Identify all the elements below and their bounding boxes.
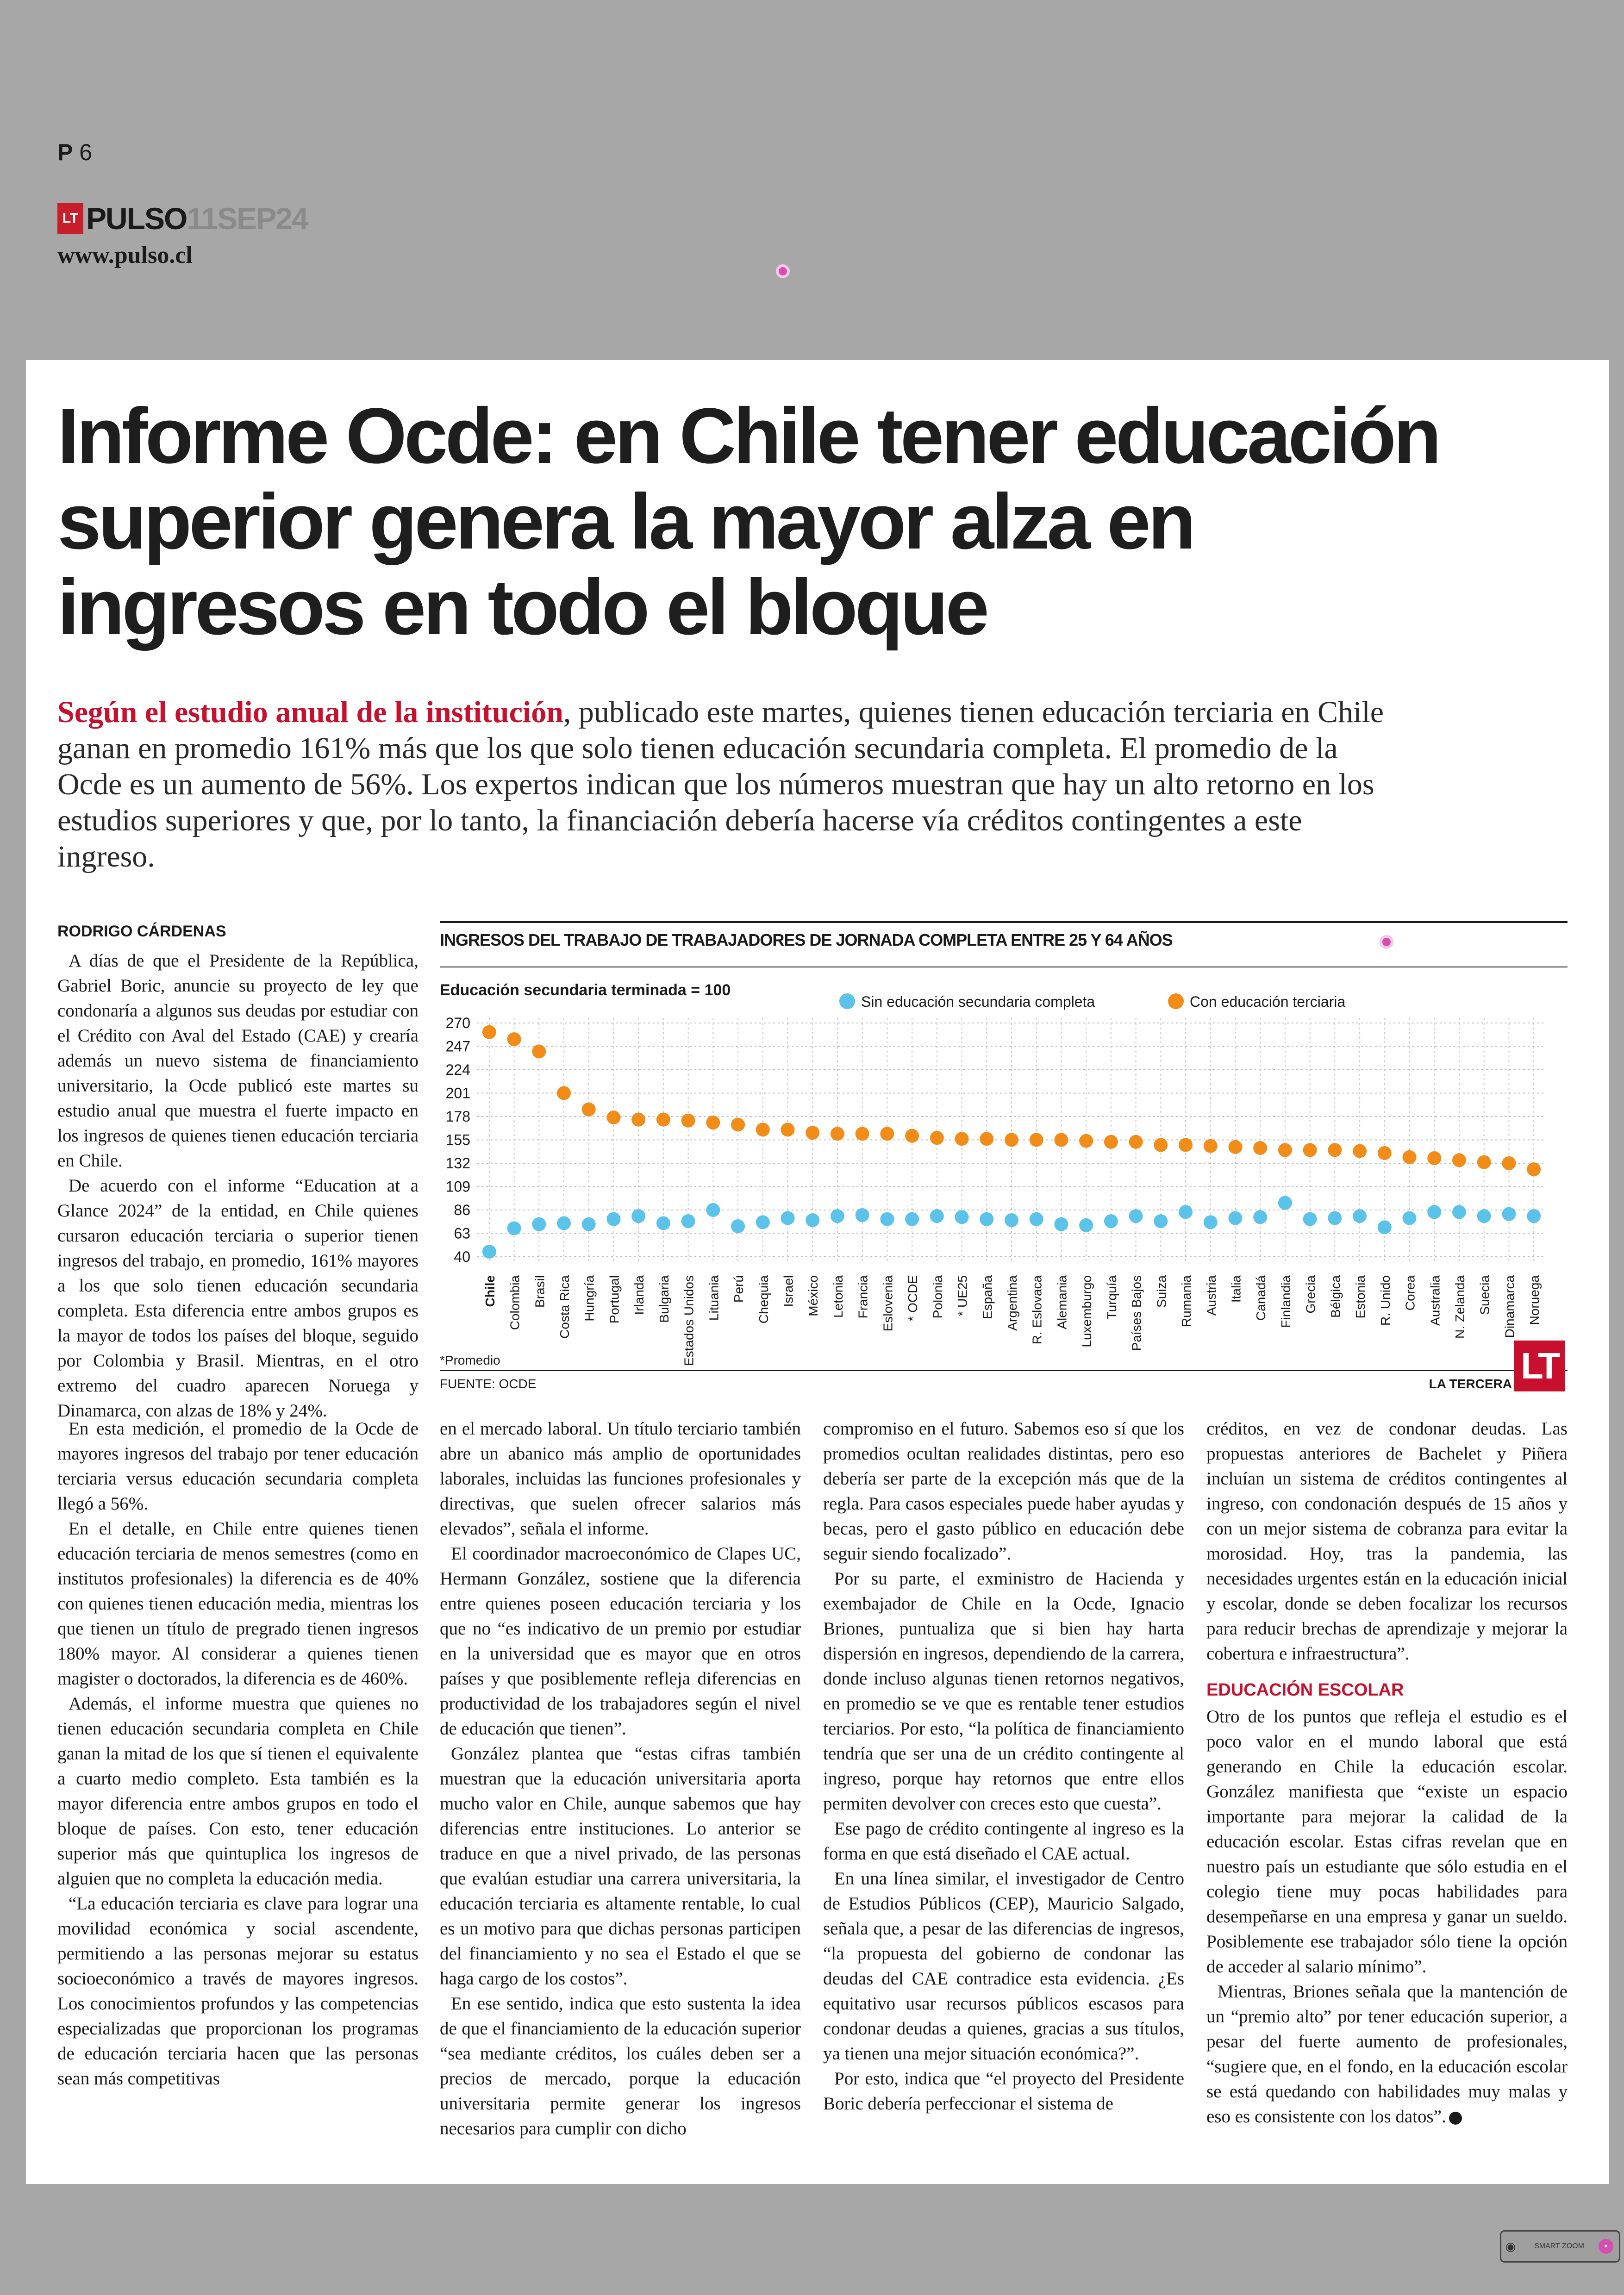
paragraph: compromiso en el futuro. Sabemos eso sí que los promedios ocultan realidades distintas, pero eso debería ser parte de la excepción más que de la regla. Para casos especiales puede haber ayudas y becas, pero el gasto público en educación debe seguir siendo focalizado”. [823, 1419, 1184, 1564]
data-point [781, 1211, 795, 1225]
data-point [606, 1212, 620, 1226]
data-point [756, 1123, 770, 1137]
data-point [1253, 1141, 1267, 1155]
paragraph: “La educación terciaria es clave para lograr una movilidad económica y social ascendente, permitiendo a las personas mejorar su estatus socioeconómico a través de mayores ingresos. Los conocimientos profundos y las competencias especializadas que proporcionan los programas de educación terciaria hacen que las personas sean más competitivas [57, 1894, 418, 2089]
data-point [1328, 1143, 1342, 1157]
paragraph: González plantea que “estas cifras también muestran que la educación universitaria aporta mucho valor en Chile, aunque sabemos que hay diferencias entre instituciones. Lo anterior se traduce en que a nivel privado, de las personas que evalúan estudiar una carrera universitaria, la educación terciaria es altamente rentable, lo cual es un motivo para que dichas personas participen del financiamiento y no sea el Estado el que se haga cargo de los costos”. [440, 1744, 801, 1989]
zoom-indicator-icon: • [1599, 2239, 1613, 2254]
data-point [706, 1203, 720, 1217]
data-point [1030, 1133, 1043, 1147]
data-point [781, 1123, 795, 1137]
paragraph: De acuerdo con el informe “Education at a Glance 2024” de la entidad, en Chile quienes cursaron educación terciaria o superior tienen ingresos del trabajo, en promedio, 161% mayores a los que solo tienen educación secundaria completa. Esta diferencia entre ambos grupos es la mayor de todos los países del bloque, seguido por Colombia y Brasil. Mientras, en el otro extremo del cuadro aparecen Noruega y Dinamarca, con alzas de 18% y 24%. [57, 1176, 418, 1421]
x-tick-label: Costa Rica [557, 1275, 572, 1339]
x-tick-label: * UE25 [955, 1275, 970, 1316]
data-point [631, 1209, 645, 1223]
headline: Informe Ocde: en Chile tener educación superior genera la mayor alza en ingresos en todo el bloque [57, 392, 1439, 651]
data-point [1403, 1150, 1417, 1164]
x-tick-label: Alemania [1055, 1275, 1069, 1329]
x-tick-label: México [806, 1275, 821, 1316]
x-tick-label: Perú [731, 1275, 746, 1303]
x-tick-label: Brasil [532, 1275, 547, 1308]
paragraph: En el detalle, en Chile entre quienes tienen educación terciaria de menos semestres (como en institutos profesionales) la diferencia es de 40% con quienes tienen educación media, mientras los que tienen un título de pregrado tienen ingresos 180% mayor. Al considerar a quienes tienen magister o doctorados, la diferencia es de 460%. [57, 1519, 418, 1689]
data-point [1129, 1135, 1143, 1149]
paragraph: Ese pago de crédito contingente al ingreso es la forma en que está diseñado el CAE actual. [823, 1819, 1184, 1864]
data-point [1427, 1205, 1441, 1219]
data-point [1527, 1162, 1541, 1176]
data-point [1179, 1205, 1193, 1219]
x-tick-label: Portugal [607, 1275, 622, 1324]
data-point [1228, 1211, 1242, 1225]
data-point [1452, 1205, 1466, 1219]
x-tick-label: Chequia [756, 1275, 771, 1324]
x-tick-label: Francia [856, 1275, 870, 1319]
data-point [1303, 1212, 1317, 1226]
x-tick-label: Bulgaria [656, 1275, 671, 1323]
paragraph: créditos, en vez de condonar deudas. Las propuestas anteriores de Bachelet y Piñera incluían un sistema de créditos contingentes al ingreso, con condonación después de 15 años y con un mejor sistema de cobranza para evitar la morosidad. Hoy, tras la pandemia, las necesidades urgentes están en la educación inicial y escolar, donde se deben focalizar los recursos para reducir brechas de aprendizaje y mejorar la cobertura e infraestructura”. [1206, 1419, 1568, 1664]
article-column-1-top [57, 919, 418, 1423]
paragraph: En una línea similar, el investigador de Centro de Estudios Públicos (CEP), Mauricio Salgado, señala que, a pesar de las diferencias de ingresos, “la propuesta del gobierno de condonar las deudas del CAE contradice esta evidencia. ¿Es equitativo usar recursos públicos escasos para condonar deudas a quienes, gracias a sus títulos, ya tienen una mejor situación económica?”. [823, 1869, 1184, 2064]
data-point [557, 1216, 571, 1230]
data-point [681, 1114, 695, 1128]
x-tick-label: Suiza [1154, 1275, 1169, 1308]
data-point [606, 1110, 620, 1124]
data-point [831, 1127, 844, 1141]
data-point [905, 1129, 919, 1143]
data-point [582, 1217, 596, 1231]
data-point [1079, 1218, 1093, 1232]
x-tick-label: Rumania [1179, 1275, 1194, 1328]
chart [440, 921, 1568, 1403]
y-tick-label: 155 [445, 1131, 470, 1148]
x-tick-label: Bélgica [1328, 1275, 1343, 1318]
data-point [1204, 1215, 1218, 1229]
paragraph: en el mercado laboral. Un título terciario también abre un abanico más amplio de oportunidades laborales, incluidas las funciones profesionales y directivas, que suelen ofrecer salarios más elevados”, señala el informe. [440, 1419, 801, 1539]
x-tick-label: Australia [1428, 1275, 1443, 1326]
lead-highlight: Según el estudio anual de la institución [57, 695, 563, 729]
data-point [980, 1132, 993, 1146]
chart-title: INGRESOS DEL TRABAJO DE TRABAJADORES DE JORNADA COMPLETA ENTRE 25 Y 64 AÑOS [440, 921, 1568, 967]
paragraph: En esta medición, el promedio de la Ocde de mayores ingresos del trabajo por tener educación terciaria versus educación secundaria completa llegó a 56%. [57, 1419, 418, 1514]
data-point [756, 1215, 770, 1229]
x-tick-label: Polonia [930, 1275, 945, 1319]
data-point [1278, 1143, 1292, 1157]
x-tick-label: Estonia [1353, 1275, 1368, 1319]
smart-zoom-button[interactable] [1500, 2230, 1620, 2263]
chart-note: *Promedio [440, 1353, 500, 1367]
x-tick-label: Letonia [831, 1275, 845, 1318]
paragraph: En ese sentido, indica que esto sustenta la idea de que el financiamiento de la educación superior “sea mediante créditos, los cuáles deben ser a precios de mercado, porque la educación universitaria permite generar los ingresos necesarios para cumplir con dicho [440, 1994, 801, 2139]
page-number: P 6 [57, 139, 93, 165]
article-column-3 [823, 1416, 1184, 2116]
x-tick-label: Suecia [1477, 1275, 1492, 1315]
x-tick-label: Dinamarca [1502, 1275, 1517, 1338]
paragraph: Por su parte, el exministro de Hacienda y exembajador de Chile en la Ocde, Ignacio Briones, puntualiza que si bien hay harta dispersión en ingresos, dependiendo de la carrera, donde incluso algunas tienen retornos negativos, en promedio se ve que es rentable tener estudios terciarios. Por esto, “la política de financiamiento tendría que ser una de un crédito contingente al ingreso, porque hay retornos que entre ellos permiten devolver con creces esto que cuesta”. [823, 1569, 1184, 1814]
data-point [880, 1127, 894, 1141]
data-point [1129, 1209, 1143, 1223]
data-point [1477, 1155, 1491, 1169]
data-point [1353, 1144, 1367, 1158]
annotation-pin[interactable] [1380, 935, 1393, 949]
data-point [656, 1216, 670, 1230]
x-tick-label: Países Bajos [1129, 1275, 1144, 1351]
data-point [1104, 1214, 1118, 1228]
x-tick-label: Luxemburgo [1080, 1275, 1094, 1347]
x-tick-label: R. Eslovaca [1030, 1275, 1044, 1345]
data-point [880, 1212, 894, 1226]
data-point [1204, 1139, 1218, 1153]
paragraph: Además, el informe muestra que quienes no tienen educación secundaria completa en Chile ganan la mitad de los que sí tienen el equivalente a cuarto medio completo. Esta también es la mayor diferencia entre ambos grupos en todo el bloque de países. Con esto, tener educación superior más que quintuplica los ingresos de alguien que no completa la educación media. [57, 1694, 418, 1889]
data-point [806, 1126, 819, 1140]
data-point [905, 1212, 919, 1226]
data-point [1179, 1138, 1193, 1152]
data-point [482, 1025, 496, 1039]
data-point [631, 1113, 645, 1127]
y-tick-label: 270 [445, 1015, 470, 1031]
end-of-article-icon [1449, 2112, 1462, 2125]
data-point [1228, 1140, 1242, 1154]
y-tick-label: 109 [445, 1178, 470, 1195]
x-tick-label: España [980, 1275, 995, 1319]
data-point [507, 1032, 521, 1046]
article-column-2 [440, 1416, 801, 2141]
y-tick-label: 201 [445, 1085, 470, 1102]
data-point [1527, 1209, 1541, 1223]
data-point [955, 1210, 969, 1224]
data-point [1328, 1211, 1342, 1225]
data-point [706, 1116, 720, 1129]
x-tick-label: * OCDE [906, 1275, 920, 1322]
paragraph: El coordinador macroeconómico de Clapes UC, Hermann González, sostiene que la diferencia entre quienes poseen educación terciaria y los que no “es indicativo de un premio por estudiar en la universidad que es mayor que en otros países y que posiblemente refleja diferencias en productividad de los trabajadores según el nivel de educación que tienen”. [440, 1544, 801, 1739]
y-tick-label: 132 [445, 1155, 470, 1172]
y-tick-label: 86 [454, 1202, 470, 1218]
paragraph: A días de que el Presidente de la República, Gabriel Boric, anuncie su proyecto de ley que condonaría a algunos sus deudas por estudiar con el Crédito con Aval del Estado (CAE) y crearía además un nuevo sistema de financiamiento universitario, la Ocde publicó este martes su estudio anual que muestra el fuerte impacto en los ingresos de quienes tienen educación terciaria en Chile. [57, 951, 418, 1171]
x-tick-label: Italia [1229, 1275, 1243, 1303]
data-point [856, 1208, 869, 1222]
section-subhead: EDUCACIÓN ESCOLAR [1206, 1680, 1404, 1700]
data-point [532, 1044, 546, 1058]
x-tick-label: Colombia [507, 1275, 522, 1330]
x-tick-label: Hungría [582, 1275, 597, 1322]
y-tick-label: 63 [454, 1225, 470, 1242]
x-tick-label: Corea [1403, 1275, 1418, 1311]
la-tercera-logo: LT [1514, 1341, 1565, 1391]
x-tick-label: Chile [482, 1275, 497, 1307]
brand-name: PULSO [86, 201, 187, 236]
data-point [1079, 1134, 1093, 1148]
legend-swatch [839, 993, 855, 1009]
x-tick-label: Israel [781, 1275, 796, 1307]
data-point [1278, 1196, 1292, 1210]
x-tick-label: Turquía [1104, 1275, 1119, 1320]
lead-text: , publicado este martes, quienes tienen educación terciaria en Chile ganan en promedio 161% más que los que solo tienen educación secundaria completa. El promedio de la Ocde es un aumento de 56%. Los expertos indican que los números muestran que hay un alto retorno en los estudios superiores y que, por lo tanto, la financiación debería hacerse vía créditos contingentes a este ingreso. [57, 695, 1384, 873]
data-point [1452, 1153, 1466, 1167]
data-point [1477, 1209, 1491, 1223]
x-tick-label: R. Unido [1378, 1275, 1393, 1326]
x-tick-label: Eslovenia [881, 1275, 895, 1332]
x-tick-label: Noruega [1527, 1275, 1542, 1325]
data-point [980, 1212, 993, 1226]
y-tick-label: 247 [445, 1038, 470, 1055]
data-point [1353, 1209, 1367, 1223]
article-column-4 [1206, 1416, 1568, 2129]
article-column-1-bottom [57, 1416, 418, 2091]
data-point [532, 1217, 546, 1231]
smart-zoom-label: SMART ZOOM [1534, 2242, 1584, 2250]
x-tick-label: Finlandia [1278, 1275, 1293, 1328]
y-tick-label: 40 [454, 1248, 470, 1265]
byline: RODRIGO CÁRDENAS [57, 923, 226, 940]
x-tick-label: Austria [1204, 1275, 1218, 1316]
data-point [656, 1113, 670, 1127]
annotation-pin[interactable] [776, 264, 790, 278]
data-point [681, 1214, 695, 1228]
chart-subtitle: Educación secundaria terminada = 100 [440, 981, 731, 999]
site-url[interactable]: www.pulso.cl [57, 242, 193, 268]
data-point [1403, 1211, 1417, 1225]
data-point [482, 1245, 496, 1259]
data-point [507, 1222, 521, 1235]
data-point [856, 1127, 869, 1141]
y-tick-label: 224 [445, 1061, 470, 1078]
x-tick-label: Canadá [1254, 1275, 1268, 1321]
data-point [930, 1131, 944, 1145]
chart-source: FUENTE: OCDE [440, 1377, 537, 1391]
data-point [1378, 1146, 1392, 1160]
data-point [1104, 1135, 1118, 1149]
paragraph [1206, 1979, 1568, 2129]
data-point [582, 1103, 596, 1116]
x-tick-label: Estados Unidos [681, 1275, 696, 1366]
masthead [57, 200, 308, 237]
data-point [1427, 1151, 1441, 1165]
legend-label: Sin educación secundaria completa [861, 993, 1095, 1010]
chart-credit: LA TERCERA [1429, 1377, 1512, 1391]
x-tick-label: Irlanda [632, 1275, 647, 1315]
data-point [831, 1209, 844, 1223]
data-point [1303, 1143, 1317, 1157]
issue-date: 11SEP24 [187, 201, 308, 236]
data-point [1502, 1207, 1516, 1221]
x-tick-label: Lituania [706, 1275, 721, 1321]
x-tick-label: Argentina [1005, 1275, 1019, 1331]
x-tick-label: N. Zelanda [1452, 1275, 1467, 1339]
paragraph-text: Mientras, Briones señala que la mantención de un “premio alto” por tener educación superior, a pesar del fuerte aumento de profesionales, “sugiere que, en el fondo, en la educación escolar se está quedando con habilidades muy malas y eso es consistente con los datos”. [1206, 1982, 1568, 2127]
legend-label: Con educación terciaria [1190, 993, 1346, 1010]
x-tick-label: Grecia [1303, 1275, 1318, 1314]
data-point [1054, 1133, 1068, 1147]
y-tick-label: 178 [445, 1108, 470, 1125]
data-point [1054, 1217, 1068, 1231]
data-point [1378, 1220, 1392, 1234]
data-point [1502, 1156, 1516, 1170]
lt-logo: LT [57, 203, 83, 234]
data-point [930, 1209, 944, 1223]
data-point [1253, 1210, 1267, 1224]
paragraph: Por esto, indica que “el proyecto del Presidente Boric debería perfeccionar el sistema de [823, 2069, 1184, 2114]
data-point [806, 1213, 819, 1227]
legend-swatch [1168, 993, 1184, 1009]
lead-paragraph [57, 694, 1400, 875]
data-point [731, 1118, 745, 1132]
data-point [1154, 1214, 1168, 1228]
data-point [557, 1086, 571, 1100]
data-point [731, 1219, 745, 1233]
chart-plot [440, 972, 1568, 1370]
data-point [955, 1132, 969, 1146]
eye-icon: ◉ [1505, 2239, 1516, 2253]
data-point [1154, 1138, 1168, 1152]
paragraph: Otro de los puntos que refleja el estudio es el poco valor en el mundo laboral que está generando en Chile la educación escolar. González manifiesta que “existe un espacio importante para mejorar la calidad de la educación escolar. Estas cifras revelan que en nuestro país un estudiante que sólo estudia en el colegio tiene muy pocas habilidades para desempeñarse en una empresa y ganar un sueldo. Posiblemente ese trabajador sólo tiene la opción de acceder al salario mínimo”. [1206, 1707, 1568, 1977]
data-point [1030, 1212, 1043, 1226]
data-point [1005, 1133, 1018, 1147]
data-point [1005, 1213, 1018, 1227]
